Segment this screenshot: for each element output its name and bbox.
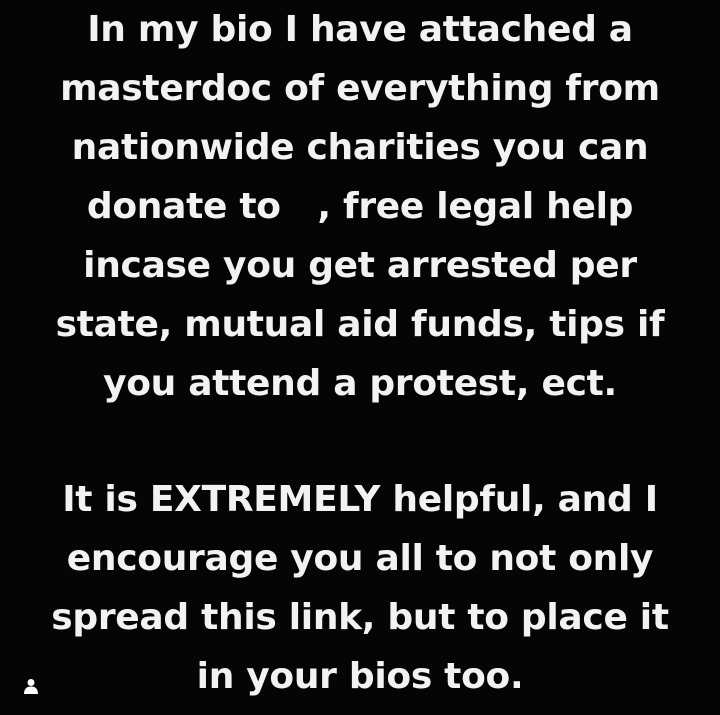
text-line: masterdoc of everything from [60,68,660,109]
text-line: you attend a protest, ect. [103,363,617,404]
text-line: donate to , free legal help [86,186,634,227]
text-line: state, mutual aid funds, tips if [55,304,665,345]
text-line: It is EXTREMELY helpful, and I [62,479,658,520]
text-line: nationwide charities you can [71,127,649,168]
text-line: spread this link, but to place it [51,597,669,638]
text-line: in your bios too. [196,656,524,697]
text-line: incase you get arrested per [83,245,637,286]
text-line: In my bio I have attached a [87,9,633,50]
text-line: encourage you all to not only [66,538,654,579]
paragraph-2 [0,470,720,706]
user-tag-icon[interactable] [24,678,38,694]
